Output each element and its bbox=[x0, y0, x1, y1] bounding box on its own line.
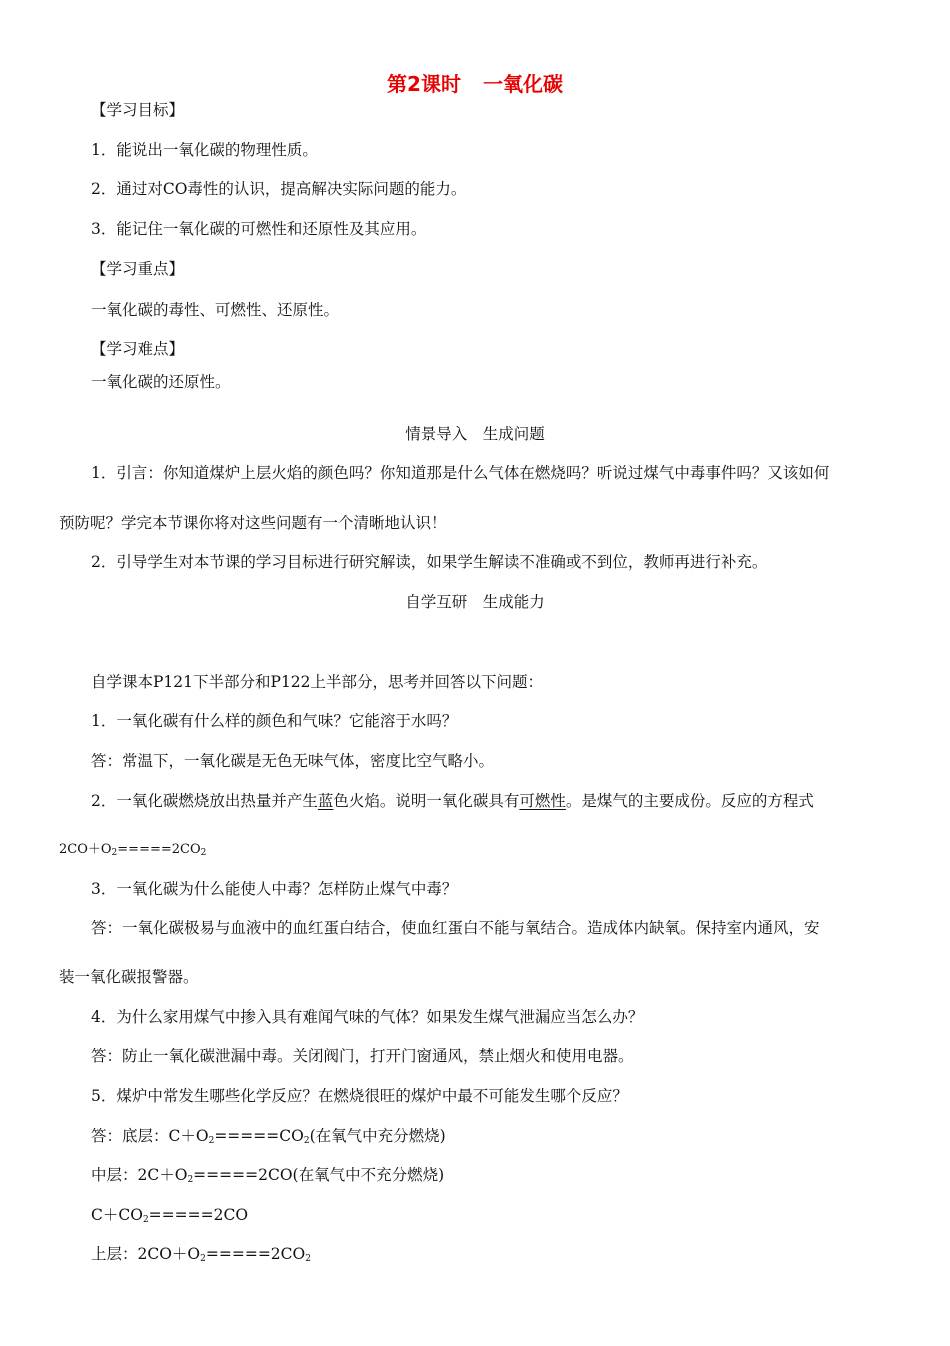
answer-4: 答：防止一氧化碳泄漏中毒。关闭阀门，打开门窗通风，禁止烟火和使用电器。 bbox=[91, 1047, 634, 1065]
q2-equation: $2CO+O_2=====2CO_2$ bbox=[59, 842, 207, 858]
lesson-number: 第2课时 bbox=[387, 72, 461, 96]
intro-item-2: 2．引导学生对本节课的学习目标进行研究解读，如果学生解读不准确或不到位，教师再进行补充。 bbox=[91, 553, 768, 571]
key-points-heading: 【学习重点】 bbox=[91, 260, 185, 278]
question-2 bbox=[91, 790, 814, 812]
answer-5-middle-layer: 中层：$2C+O_2=====2CO$(在氧气中不充分燃烧) bbox=[91, 1166, 445, 1185]
answer-5-bottom-layer: 答：底层：$C+O_2=====CO_2$(在氧气中充分燃烧) bbox=[91, 1127, 446, 1146]
intro-item-1: 1．引言：你知道煤炉上层火焰的颜色吗？你知道那是什么气体在燃烧吗？听说过煤气中毒事件吗？又该如何 bbox=[91, 464, 830, 482]
objective-item: 1．能说出一氧化碳的物理性质。 bbox=[91, 141, 318, 159]
key-points-text: 一氧化碳的毒性、可燃性、还原性。 bbox=[91, 301, 340, 319]
question-1: 1．一氧化碳有什么样的颜色和气味？它能溶于水吗？ bbox=[91, 712, 458, 730]
q2-blank-color: 蓝 bbox=[317, 792, 334, 810]
answer-5-top-layer: 上层：$2CO+O_2=====2CO_2$ bbox=[91, 1245, 311, 1264]
answer-5-middle-layer-2: $C+CO_2=====2CO$ bbox=[91, 1206, 249, 1225]
answer-3-cont: 装一氧化碳报警器。 bbox=[59, 968, 199, 986]
question-3: 3．一氧化碳为什么能使人中毒？怎样防止煤气中毒？ bbox=[91, 880, 458, 898]
objective-item: 3．能记住一氧化碳的可燃性和还原性及其应用。 bbox=[91, 220, 427, 238]
intro-item-1-cont: 预防呢？学完本节课你将对这些问题有一个清晰地认识！ bbox=[59, 514, 447, 532]
lesson-topic: 一氧化碳 bbox=[482, 72, 563, 96]
page-title bbox=[0, 68, 950, 97]
answer-1: 答：常温下，一氧化碳是无色无味气体，密度比空气略小。 bbox=[91, 752, 495, 770]
q2-text: 2．一氧化碳燃烧放出热量并产生 bbox=[91, 792, 318, 810]
q2-blank-property: 可燃性 bbox=[519, 792, 566, 810]
question-5: 5．煤炉中常发生哪些化学反应？在燃烧很旺的煤炉中最不可能发生哪个反应？ bbox=[91, 1087, 628, 1105]
difficulties-text: 一氧化碳的还原性。 bbox=[91, 373, 231, 391]
q2-text: 。是煤气的主要成份。反应的方程式 bbox=[565, 792, 814, 810]
self-study-heading: 自学互研 生成能力 bbox=[405, 593, 545, 611]
difficulties-heading: 【学习难点】 bbox=[91, 340, 185, 358]
answer-3: 答：一氧化碳极易与血液中的血红蛋白结合，使血红蛋白不能与氧结合。造成体内缺氧。保持室内通风，安 bbox=[91, 919, 820, 937]
objective-item: 2．通过对CO毒性的认识，提高解决实际问题的能力。 bbox=[91, 180, 467, 198]
intro-heading: 情景导入 生成问题 bbox=[405, 425, 545, 443]
self-study-lead: 自学课本P121下半部分和P122上半部分，思考并回答以下问题： bbox=[91, 673, 544, 691]
q2-text: 色火焰。说明一氧化碳具有 bbox=[333, 792, 520, 810]
question-4: 4．为什么家用煤气中掺入具有难闻气味的气体？如果发生煤气泄漏应当怎么办？ bbox=[91, 1008, 644, 1026]
objectives-heading: 【学习目标】 bbox=[91, 101, 185, 119]
